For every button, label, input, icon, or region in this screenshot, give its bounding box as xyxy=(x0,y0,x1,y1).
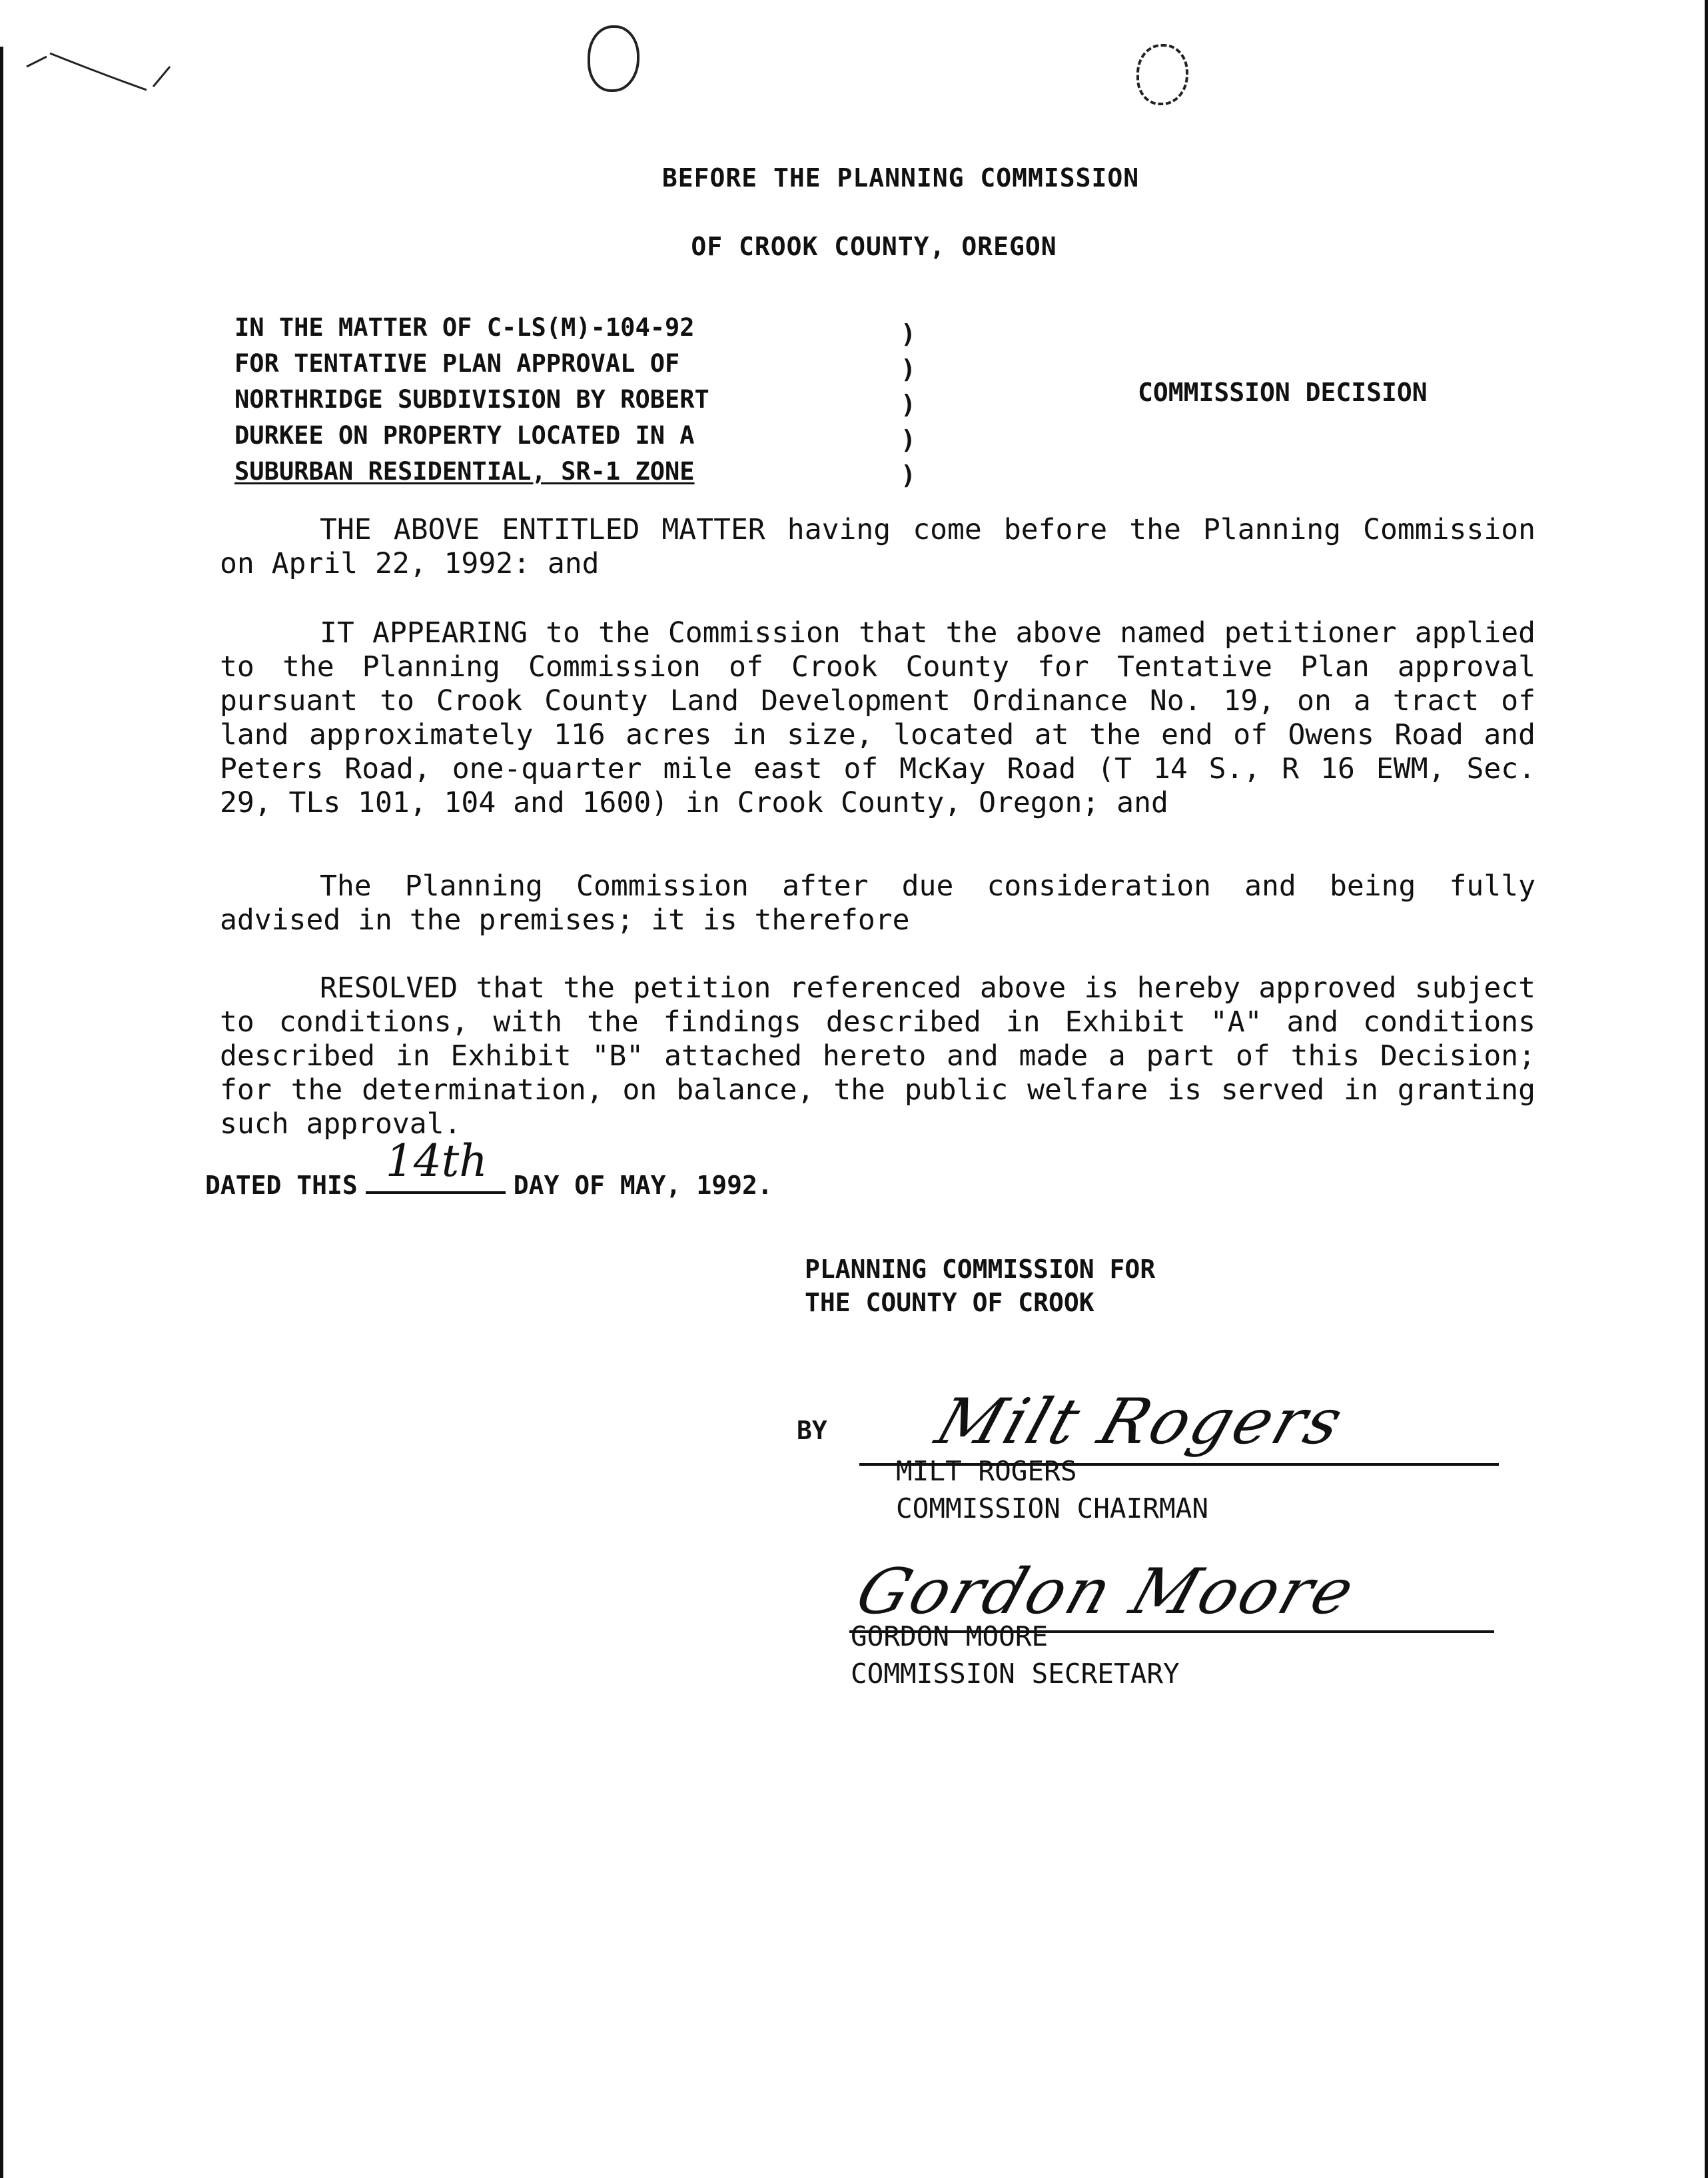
secretary-block xyxy=(851,1618,1180,1692)
caption-line: SUBURBAN RESIDENTIAL, SR-1 ZONE xyxy=(234,457,695,486)
dated-line xyxy=(205,1135,773,1200)
caption-paren: ) xyxy=(901,425,916,454)
caption-line: DURKEE ON PROPERTY LOCATED IN A xyxy=(234,421,695,450)
heading-line-2: OF CROOK COUNTY, OREGON xyxy=(691,232,1057,261)
decision-title: COMMISSION DECISION xyxy=(1138,378,1428,407)
caption-paren: ) xyxy=(901,354,916,384)
caption-paren: ) xyxy=(901,460,916,490)
punch-hole-left xyxy=(588,25,640,92)
chairman-signature: Milt Rogers xyxy=(927,1386,1354,1458)
caption-paren: ) xyxy=(901,319,916,348)
paragraph-consideration xyxy=(220,869,1535,937)
secretary-signature: Gordon Moore xyxy=(847,1556,1366,1628)
paragraph-text: THE ABOVE ENTITLED MATTER having come before the Planning Commission on April 22, 1992: and xyxy=(220,513,1535,580)
signatory-name: MILT ROGERS xyxy=(896,1455,1077,1487)
signatory-title: COMMISSION CHAIRMAN xyxy=(896,1492,1208,1524)
dated-suffix: DAY OF MAY, 1992. xyxy=(513,1171,773,1200)
punch-hole-right xyxy=(1136,44,1188,105)
corner-scan-mark xyxy=(20,27,180,100)
paragraph-text: RESOLVED that the petition referenced above is hereby approved subject to conditions, with the findings described in Exhibit "A" and conditions described in Exhibit "B" attached hereto and made a part of this Decision; for the determination, on balance, the public welfare is served in granting such approval. xyxy=(220,971,1535,1141)
handwritten-day: 14th xyxy=(385,1135,488,1187)
heading-line-1: BEFORE THE PLANNING COMMISSION xyxy=(661,163,1140,193)
paragraph-text: The Planning Commission after due consideration and being fully advised in the premises; it is therefore xyxy=(220,869,1535,937)
caption-brackets xyxy=(901,316,916,493)
paragraph-resolved xyxy=(220,971,1535,1141)
caption-line: FOR TENTATIVE PLAN APPROVAL OF xyxy=(234,349,680,378)
date-blank xyxy=(366,1135,506,1194)
paragraph-entitled-matter xyxy=(220,513,1535,581)
caption-line: NORTHRIDGE SUBDIVISION BY ROBERT xyxy=(234,385,709,414)
dated-prefix: DATED THIS xyxy=(205,1171,358,1200)
scan-edge-left xyxy=(0,47,3,2178)
paragraph-text: IT APPEARING to the Commission that the above named petitioner applied to the Planning Commission of Crook County for Tentative Plan approval pursuant to Crook County Land Development Ordinance No. 19, on a tract of land approximately 116 acres in size, located at the end of Owens Road and Peters Road, one-quarter mile east of McKay Road (T 14 S., R 16 EWM, Sec. 29, TLs 101, 104 and 1600) in Crook County, Oregon; and xyxy=(220,616,1535,819)
scan-edge-right xyxy=(1705,0,1708,2178)
case-caption xyxy=(234,310,709,490)
issuer-line: PLANNING COMMISSION FOR xyxy=(805,1255,1156,1284)
signatory-name: GORDON MOORE xyxy=(851,1620,1049,1652)
issuer-line: THE COUNTY OF CROOK xyxy=(805,1288,1094,1317)
issuing-body xyxy=(805,1253,1155,1319)
caption-paren: ) xyxy=(901,390,916,419)
signatory-title: COMMISSION SECRETARY xyxy=(851,1658,1180,1690)
by-label: BY xyxy=(797,1416,827,1445)
chairman-block xyxy=(896,1452,1208,1527)
caption-line: IN THE MATTER OF C-LS(M)-104-92 xyxy=(234,313,695,342)
paragraph-appearing xyxy=(220,616,1535,820)
